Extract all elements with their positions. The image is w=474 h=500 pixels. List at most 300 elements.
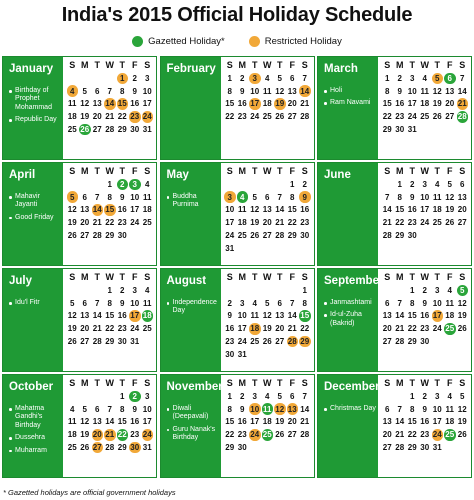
day-cell [79, 428, 92, 441]
day-number: 23 [237, 112, 247, 122]
gazetted-day: 22 [117, 430, 127, 440]
month-panel [2, 268, 157, 372]
day-cell [456, 284, 469, 297]
weekday-label: F [289, 272, 295, 282]
day-cell [261, 72, 274, 85]
day-number: 13 [287, 86, 297, 96]
restricted-day: 17 [130, 311, 140, 321]
day-grid [66, 178, 154, 242]
month-calendar [381, 378, 469, 454]
month-name: April [9, 169, 36, 181]
day-number: 4 [145, 179, 150, 189]
day-number: 18 [67, 112, 77, 122]
day-cell [79, 297, 92, 310]
day-number: 29 [117, 443, 127, 453]
restricted-day: 17 [250, 99, 260, 109]
restricted-day: 29 [300, 337, 310, 347]
day-cell [116, 428, 129, 441]
day-number: 11 [445, 298, 454, 308]
day-number: 19 [432, 99, 442, 109]
day-cell [381, 297, 394, 310]
day-cell [299, 335, 312, 348]
day-number: 9 [132, 404, 137, 414]
day-cell [406, 310, 419, 323]
weekday-label: M [238, 378, 246, 388]
day-cell [431, 204, 444, 217]
month-calendar [66, 378, 154, 454]
day-number: 12 [67, 205, 77, 215]
month-sidebar [161, 163, 221, 265]
day-number: 21 [105, 112, 115, 122]
day-cell [249, 204, 262, 217]
day-cell [406, 390, 419, 403]
day-number: 28 [92, 231, 102, 241]
day-cell [406, 72, 419, 85]
month-name: June [324, 169, 351, 181]
month-calendar [381, 166, 469, 242]
day-cell [236, 72, 249, 85]
month-sidebar [318, 57, 378, 159]
day-cell [431, 310, 444, 323]
day-number: 11 [68, 99, 77, 109]
gazetted-day: 2 [117, 179, 129, 191]
day-cell [394, 72, 407, 85]
day-number: 25 [420, 112, 430, 122]
day-cell [394, 123, 407, 136]
day-number: 7 [302, 73, 307, 83]
day-number: 10 [142, 404, 152, 414]
day-cell [286, 178, 299, 191]
day-number: 6 [277, 298, 282, 308]
page-title: India's 2015 Official Holiday Schedule [61, 4, 413, 26]
day-number: 3 [435, 285, 440, 295]
day-number: 31 [407, 125, 417, 135]
day-number: 6 [95, 404, 100, 414]
day-number: 9 [227, 311, 232, 321]
day-cell [91, 98, 104, 111]
day-number: 13 [457, 192, 467, 202]
day-number: 30 [117, 337, 127, 347]
day-cell [129, 403, 142, 416]
day-cell [116, 204, 129, 217]
day-cell [419, 204, 432, 217]
weekday-label: W [263, 60, 272, 70]
day-number: 3 [132, 285, 137, 295]
month-calendar [381, 60, 469, 136]
day-cell [116, 98, 129, 111]
weekday-label: W [420, 378, 429, 388]
weekday-label: T [277, 272, 283, 282]
day-number: 16 [420, 311, 430, 321]
day-number: 16 [237, 417, 247, 427]
weekday-label: T [252, 166, 258, 176]
gazetted-day: 2 [129, 391, 141, 403]
day-number: 24 [250, 112, 260, 122]
day-cell [66, 322, 79, 335]
day-cell [444, 72, 457, 85]
day-cell [104, 297, 117, 310]
day-cell [444, 110, 457, 123]
empty-cell [261, 284, 274, 297]
day-cell [261, 297, 274, 310]
day-number: 31 [237, 349, 247, 359]
day-number: 10 [432, 404, 442, 414]
day-cell [91, 403, 104, 416]
day-number: 6 [460, 179, 465, 189]
day-cell [286, 416, 299, 429]
day-cell [261, 229, 274, 242]
restricted-day: 3 [224, 191, 236, 203]
weekday-label: T [119, 166, 125, 176]
day-cell [79, 322, 92, 335]
orange-dot-icon [249, 36, 260, 47]
day-cell [79, 98, 92, 111]
day-number: 31 [142, 443, 152, 453]
day-cell [91, 441, 104, 454]
day-cell [456, 310, 469, 323]
day-number: 25 [432, 218, 442, 228]
day-cell [141, 110, 154, 123]
day-cell [66, 229, 79, 242]
day-number: 29 [117, 125, 127, 135]
day-number: 10 [130, 192, 140, 202]
day-number: 30 [130, 125, 140, 135]
day-cell [444, 98, 457, 111]
day-number: 16 [395, 99, 405, 109]
day-number: 31 [142, 125, 152, 135]
empty-cell [79, 72, 92, 85]
day-cell [406, 428, 419, 441]
day-cell [261, 322, 274, 335]
day-cell [249, 191, 262, 204]
day-number: 26 [262, 337, 272, 347]
day-cell [261, 98, 274, 111]
weekday-label: M [238, 166, 246, 176]
day-number: 1 [302, 285, 307, 295]
day-cell [456, 322, 469, 335]
day-number: 30 [117, 231, 127, 241]
day-number: 11 [238, 205, 247, 215]
empty-cell [79, 284, 92, 297]
day-cell [141, 403, 154, 416]
day-number: 18 [420, 99, 430, 109]
day-cell [381, 85, 394, 98]
month-panel [317, 374, 472, 478]
day-number: 9 [422, 298, 427, 308]
day-number: 17 [407, 99, 417, 109]
day-cell [249, 416, 262, 429]
weekday-label: S [226, 378, 233, 388]
day-cell [66, 310, 79, 323]
month-panel [160, 268, 315, 372]
month-calendar [66, 166, 154, 242]
day-number: 19 [457, 311, 467, 321]
holiday-item: Holi [324, 87, 378, 95]
gazetted-day: 25 [445, 324, 455, 334]
day-number: 9 [422, 404, 427, 414]
day-number: 17 [237, 324, 247, 334]
empty-cell [104, 390, 117, 403]
day-cell [141, 98, 154, 111]
day-cell [274, 204, 287, 217]
day-cell [274, 428, 287, 441]
weekday-label: W [263, 378, 272, 388]
day-cell [406, 98, 419, 111]
gazetted-day: 4 [237, 191, 249, 203]
day-cell [104, 110, 117, 123]
day-number: 2 [120, 285, 125, 295]
day-cell [419, 403, 432, 416]
day-number: 6 [95, 86, 100, 96]
day-number: 26 [80, 443, 90, 453]
day-number: 1 [227, 391, 232, 401]
day-number: 27 [382, 443, 392, 453]
day-number: 17 [432, 417, 442, 427]
day-cell [444, 403, 457, 416]
day-cell [224, 110, 237, 123]
weekday-label: S [459, 166, 466, 176]
holiday-list [324, 87, 378, 108]
day-number: 5 [252, 192, 257, 202]
day-number: 3 [410, 73, 415, 83]
day-number: 20 [262, 218, 272, 228]
day-cell [66, 110, 79, 123]
weekday-label: T [119, 272, 125, 282]
legend-restricted [249, 36, 342, 47]
calendar-grid [2, 56, 472, 479]
empty-cell [274, 178, 287, 191]
day-number: 26 [457, 324, 467, 334]
day-cell [394, 178, 407, 191]
day-cell [419, 110, 432, 123]
day-cell [91, 123, 104, 136]
empty-cell [381, 284, 394, 297]
day-number: 15 [395, 205, 405, 215]
day-cell [444, 85, 457, 98]
month-sidebar [161, 375, 221, 477]
day-number: 18 [262, 417, 272, 427]
day-cell [249, 390, 262, 403]
day-cell [261, 310, 274, 323]
day-cell [79, 441, 92, 454]
day-number: 28 [382, 231, 392, 241]
day-cell [394, 229, 407, 242]
day-number: 20 [275, 324, 285, 334]
day-number: 2 [397, 73, 402, 83]
day-number: 14 [382, 205, 392, 215]
day-number: 9 [120, 298, 125, 308]
empty-cell [91, 284, 104, 297]
month-panel [160, 374, 315, 478]
day-cell [104, 284, 117, 297]
day-cell [224, 390, 237, 403]
day-cell [224, 191, 237, 204]
day-cell [274, 416, 287, 429]
day-number: 6 [265, 192, 270, 202]
weekday-label: S [144, 272, 151, 282]
day-cell [236, 110, 249, 123]
day-cell [274, 390, 287, 403]
day-cell [394, 204, 407, 217]
weekday-label: S [144, 60, 151, 70]
day-number: 29 [382, 125, 392, 135]
day-number: 16 [407, 205, 417, 215]
day-cell [116, 284, 129, 297]
empty-cell [381, 390, 394, 403]
day-cell [299, 229, 312, 242]
day-cell [444, 204, 457, 217]
day-number: 1 [410, 285, 415, 295]
weekday-header [66, 166, 154, 178]
weekday-label: T [94, 378, 100, 388]
day-cell [129, 110, 142, 123]
day-cell [456, 416, 469, 429]
day-number: 1 [397, 179, 402, 189]
day-cell [261, 335, 274, 348]
weekday-label: F [289, 60, 295, 70]
day-number: 1 [227, 73, 232, 83]
day-cell [236, 348, 249, 361]
day-cell [299, 297, 312, 310]
day-number: 4 [447, 391, 452, 401]
day-number: 16 [117, 205, 127, 215]
weekday-label: S [384, 272, 391, 282]
day-number: 29 [105, 231, 115, 241]
day-cell [236, 428, 249, 441]
month-panel [160, 162, 315, 266]
day-cell [79, 123, 92, 136]
day-number: 23 [225, 337, 235, 347]
day-cell [224, 242, 237, 255]
empty-cell [381, 178, 394, 191]
day-cell [141, 123, 154, 136]
weekday-label: S [459, 60, 466, 70]
weekday-label: T [94, 60, 100, 70]
day-cell [394, 335, 407, 348]
day-cell [104, 98, 117, 111]
day-number: 27 [287, 430, 297, 440]
day-number: 17 [420, 205, 430, 215]
day-cell [394, 416, 407, 429]
day-cell [286, 216, 299, 229]
restricted-day: 20 [92, 430, 102, 440]
day-number: 24 [225, 231, 235, 241]
day-cell [116, 297, 129, 310]
holiday-list [167, 405, 221, 443]
day-number: 27 [287, 112, 297, 122]
day-cell [261, 428, 274, 441]
day-cell [129, 98, 142, 111]
holiday-list [9, 405, 63, 455]
day-number: 23 [117, 324, 127, 334]
day-number: 20 [80, 324, 90, 334]
gazetted-day: 18 [142, 311, 152, 321]
day-cell [431, 98, 444, 111]
restricted-day: 17 [432, 311, 442, 321]
day-cell [141, 204, 154, 217]
restricted-day: 1 [117, 73, 129, 85]
day-cell [249, 297, 262, 310]
day-number: 11 [143, 192, 152, 202]
day-cell [66, 216, 79, 229]
day-number: 24 [407, 112, 417, 122]
empty-cell [286, 284, 299, 297]
month-sidebar [3, 163, 63, 265]
day-cell [394, 98, 407, 111]
day-cell [431, 178, 444, 191]
green-dot-icon [132, 36, 143, 47]
day-number: 11 [445, 404, 454, 414]
day-cell [79, 310, 92, 323]
day-cell [141, 322, 154, 335]
restricted-day: 28 [287, 337, 297, 347]
day-cell [91, 297, 104, 310]
day-cell [456, 178, 469, 191]
empty-cell [394, 284, 407, 297]
day-number: 27 [445, 112, 455, 122]
day-cell [249, 85, 262, 98]
day-cell [286, 229, 299, 242]
day-number: 23 [130, 430, 140, 440]
weekday-header [381, 378, 469, 390]
day-number: 5 [265, 298, 270, 308]
day-cell [274, 98, 287, 111]
day-number: 28 [275, 231, 285, 241]
day-cell [444, 390, 457, 403]
month-name: July [9, 275, 33, 287]
day-grid [224, 178, 312, 255]
month-sidebar [161, 269, 221, 371]
day-number: 27 [382, 337, 392, 347]
day-cell [456, 297, 469, 310]
day-number: 4 [265, 73, 270, 83]
day-number: 21 [300, 417, 310, 427]
day-cell [91, 428, 104, 441]
day-cell [299, 204, 312, 217]
day-number: 8 [290, 192, 295, 202]
day-cell [261, 416, 274, 429]
weekday-header [224, 166, 312, 178]
day-number: 13 [275, 311, 285, 321]
day-number: 12 [457, 404, 467, 414]
day-cell [381, 191, 394, 204]
day-cell [444, 284, 457, 297]
day-cell [444, 191, 457, 204]
day-grid [224, 72, 312, 123]
day-cell [224, 348, 237, 361]
day-cell [104, 310, 117, 323]
day-cell [129, 85, 142, 98]
weekday-label: S [301, 378, 308, 388]
month-panel [2, 374, 157, 478]
day-cell [456, 403, 469, 416]
day-cell [444, 297, 457, 310]
day-cell [79, 191, 92, 204]
day-cell [419, 85, 432, 98]
day-number: 17 [142, 417, 152, 427]
day-cell [274, 335, 287, 348]
day-cell [79, 335, 92, 348]
gazetted-day: 25 [262, 430, 272, 440]
day-number: 21 [92, 324, 102, 334]
day-cell [129, 390, 142, 403]
day-number: 2 [132, 73, 137, 83]
day-number: 28 [105, 125, 115, 135]
day-number: 17 [142, 99, 152, 109]
weekday-label: S [301, 60, 308, 70]
day-number: 30 [225, 349, 235, 359]
day-cell [406, 191, 419, 204]
